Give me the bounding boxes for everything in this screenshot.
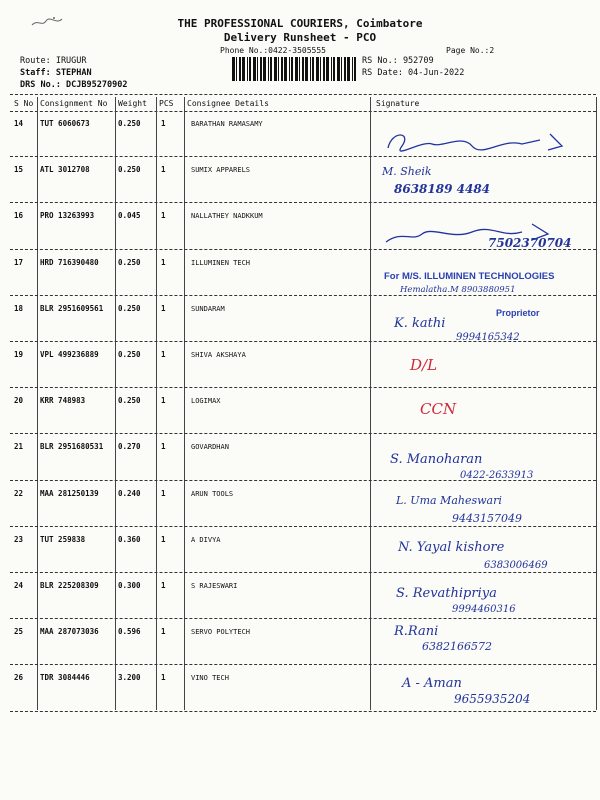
row-consignee: SHIVA AKSHAYA [191,351,246,359]
barcode-bar [302,57,304,81]
stamp-illuminen: For M/S. ILLUMINEN TECHNOLOGIES [384,271,555,282]
row-divider [10,202,596,203]
table-top-rule [10,94,596,95]
barcode-bar [337,57,340,81]
page-number: Page No.:2 [446,46,495,55]
row-sno: 18 [14,303,24,313]
signature-25-phone: 6382166572 [422,640,492,653]
row-consignment: PRO 13263993 [40,211,95,221]
row-consignee: SERVO POLYTECH [191,628,251,637]
row-consignee: A DIVYA [191,535,221,544]
barcode-bar [326,57,329,81]
row-sno: 23 [14,534,24,544]
col-header-sno: S No [14,99,34,108]
col-header-consignee: Consignee Details [187,99,269,108]
row-pcs: 1 [161,627,166,637]
barcode-bar [299,57,300,81]
signature-18-phone: 9994165342 [456,332,520,343]
barcode-bar [257,57,258,81]
signature-21-name: S. Manoharan [390,452,483,467]
row-pcs: 1 [161,581,166,590]
row-consignment: MAA 281250139 [40,488,99,498]
row-consignment: BLR 225208309 [40,581,99,590]
row-sno: 19 [14,350,24,359]
barcode-bar [354,57,356,81]
row-consignment: TUT 259838 [40,534,86,544]
row-consignee: SUMIX APPARELS [191,166,251,175]
row-pcs: 1 [161,350,166,359]
row-sno: 21 [14,442,24,452]
barcode-bar [268,57,269,81]
row-consignee: LOGIMAX [191,397,221,406]
table-header-rule [10,111,596,112]
document-title: Delivery Runsheet - PCO [223,31,377,44]
route: Route: IRUGUR [20,56,87,66]
row-consignment: TUT 6060673 [40,119,90,128]
barcode-bar [239,57,241,81]
row-divider [10,572,596,573]
row-sno: 22 [14,488,24,498]
signature-26-name: A - Aman [402,676,462,691]
row-divider [10,618,596,619]
row-weight: 0.360 [118,534,141,544]
signature-18-name: K. kathi [394,316,446,331]
barcode-bar [247,57,248,81]
barcode-bar [242,57,245,81]
row-consignee: ILLUMINEN TECH [191,258,251,267]
company-name: THE PROFESSIONAL COURIERS, Coimbatore [177,17,423,30]
barcode-bar [260,57,262,81]
stamp-proprietor: Proprietor [496,308,540,318]
row-consignee: SUNDARAM [191,304,225,313]
row-sno: 16 [14,211,24,221]
row-weight: 0.300 [118,581,141,590]
signature-24-name: S. Revathipriya [396,586,497,601]
barcode-bar [320,57,321,81]
barcode-bar [232,57,235,81]
barcode-bar [331,57,332,81]
row-consignment: TDR 3084446 [40,673,90,683]
barcode-bar [323,57,325,81]
row-divider [10,433,596,434]
barcode-bar [274,57,277,81]
barcode-bar [263,57,266,81]
row-consignment: BLR 2951680531 [40,442,104,452]
col-header-pcs: PCS [159,99,174,108]
row-consignee: NALLATHEY NADKKUM [191,212,263,221]
row-sno: 20 [14,396,24,406]
barcode-bar [344,57,346,81]
row-sno: 25 [14,627,24,637]
row-pcs: 1 [161,673,166,683]
phone-number: Phone No.:0422-3505555 [220,46,326,55]
col-divider [596,97,597,710]
signature-20-mark: CCN [420,400,457,418]
row-weight: 0.250 [118,350,141,359]
signature-22-name: L. Uma Maheswari [396,494,502,507]
barcode-bar [305,57,308,81]
row-weight: 0.240 [118,488,141,498]
row-consignee: GOVARDHAN [191,443,229,452]
barcode-bar [253,57,256,81]
row-sno: 15 [14,165,24,175]
row-pcs: 1 [161,488,166,498]
col-header-consignment: Consignment No [40,99,108,108]
staff: Staff: STEPHAN [20,68,92,78]
signature-23-name: N. Yayal kishore [398,540,505,555]
barcode-bar [295,57,298,81]
row-weight: 0.250 [118,257,141,267]
row-weight: 0.596 [118,627,141,637]
row-weight: 3.200 [118,673,141,683]
signature-21-phone: 0422-2633913 [460,470,534,481]
row-consignment: HRD 716390480 [40,257,99,267]
row-pcs: 1 [161,534,166,544]
signature-16-phone: 7502370704 [488,236,572,250]
col-header-weight: Weight [118,99,147,108]
row-divider [10,387,596,388]
rs-number: RS No.: 952709 [362,56,434,66]
signature-23-phone: 6383006469 [484,560,548,571]
barcode-bar [278,57,279,81]
signature-24-phone: 9994460316 [452,604,516,615]
barcode-bar [270,57,272,81]
rs-date: RS Date: 04-Jun-2022 [362,68,465,78]
barcode-bar [341,57,342,81]
barcode-bar [249,57,251,81]
row-pcs: 1 [161,396,166,406]
col-header-signature: Signature [376,99,420,108]
barcode-bar [289,57,290,81]
row-pcs: 1 [161,303,166,313]
row-consignment: BLR 2951609561 [40,303,104,313]
signature-22-phone: 9443157049 [452,512,522,525]
row-sno: 17 [14,257,24,267]
signature-19-mark: D/L [410,356,438,374]
barcode-bar [316,57,319,81]
row-consignee: S RAJESWARI [191,582,238,590]
barcode-bar [333,57,335,81]
row-divider [10,664,596,665]
row-weight: 0.250 [118,396,141,406]
row-sno: 26 [14,673,24,683]
row-divider [10,711,596,712]
row-consignee: VINO TECH [191,674,229,683]
row-sno: 14 [14,119,24,128]
row-pcs: 1 [161,211,166,221]
row-pcs: 1 [161,257,166,267]
row-consignment: KRR 748983 [40,396,86,406]
barcode-bar [312,57,314,81]
drs-number: DRS No.: DCJB95270902 [20,80,128,90]
row-pcs: 1 [161,442,166,452]
barcode-bar [352,57,353,81]
barcode [232,57,358,81]
row-pcs: 1 [161,119,166,128]
row-sno: 24 [14,581,24,590]
row-consignment: ATL 3012708 [40,165,90,175]
row-consignee: ARUN TOOLS [191,489,234,498]
signature-14 [372,120,592,160]
barcode-bar [347,57,350,81]
barcode-bar [291,57,293,81]
row-weight: 0.250 [118,303,141,313]
signature-15-phone: 8638189 4484 [394,182,491,196]
signature-17-sub: Hemalatha.M 8903880951 [400,285,516,295]
signature-26-phone: 9655935204 [454,692,531,706]
row-weight: 0.270 [118,442,141,452]
barcode-bar [310,57,311,81]
barcode-bar [236,57,237,81]
signature-15-name: M. Sheik [382,165,432,178]
row-consignment: VPL 499236889 [40,350,99,359]
row-weight: 0.250 [118,165,141,175]
row-weight: 0.250 [118,119,141,128]
row-weight: 0.045 [118,211,141,221]
row-pcs: 1 [161,165,166,175]
barcode-bar [284,57,287,81]
barcode-bar [281,57,283,81]
row-divider [10,526,596,527]
row-consignee: BARATHAN RAMASAMY [191,120,263,128]
signature-25-name: R.Rani [394,624,439,639]
row-consignment: MAA 287073036 [40,627,99,637]
